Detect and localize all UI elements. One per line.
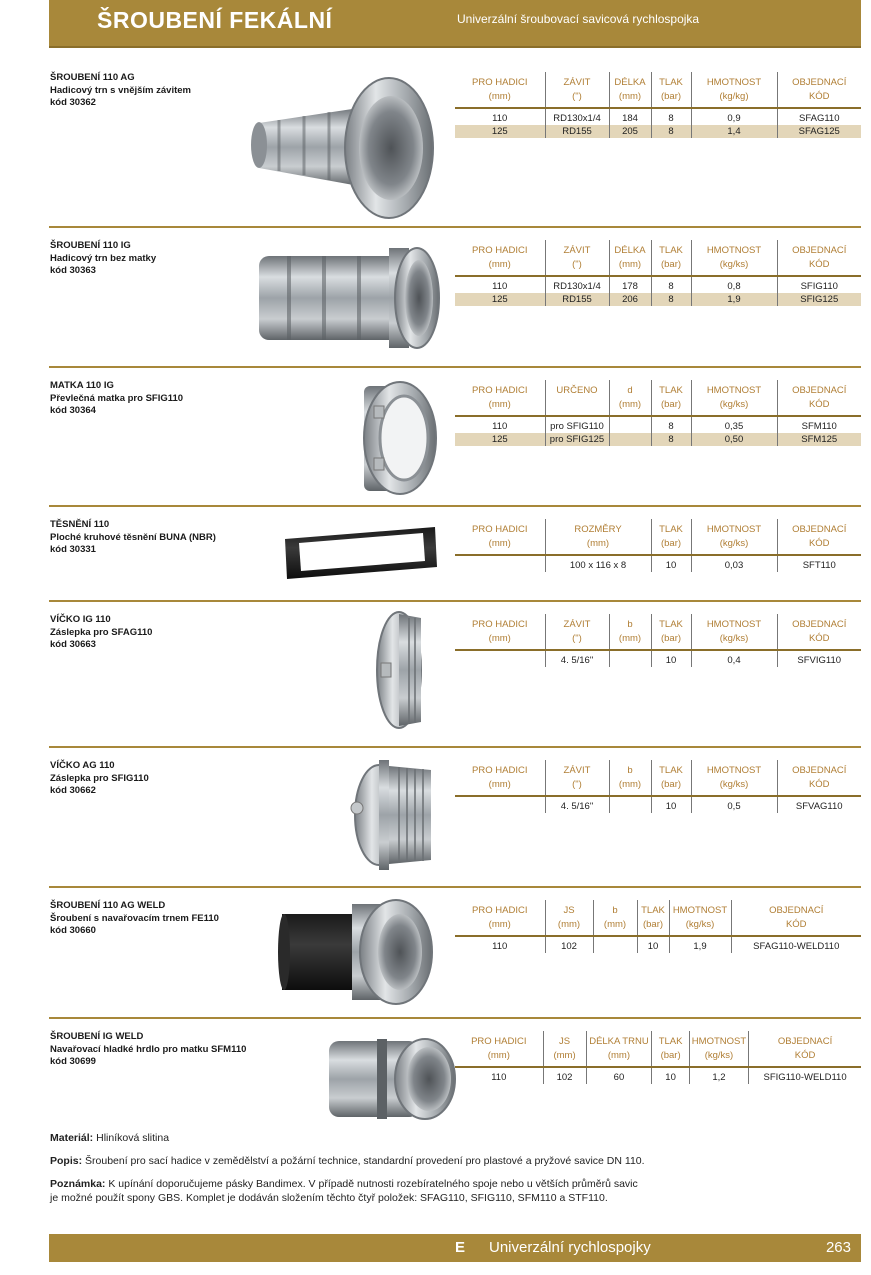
column-header-title: DÉLKA bbox=[614, 245, 646, 256]
column-header-unit: KÓD bbox=[808, 259, 830, 270]
table-cell: 10 bbox=[651, 555, 691, 572]
product-name: TĚSNĚNÍ 110 bbox=[50, 519, 110, 530]
column-header-unit: (kg/ks) bbox=[685, 919, 715, 930]
product-info bbox=[50, 614, 270, 652]
table-cell: 10 bbox=[651, 796, 691, 813]
table-cell: 60 bbox=[586, 1067, 652, 1084]
column-header-title: JS bbox=[558, 1036, 571, 1047]
product-desc: Navařovací hladké hrdlo pro matku SFM110 bbox=[50, 1043, 247, 1055]
column-header-title: PRO HADICI bbox=[472, 765, 528, 776]
column-header-title: HMOTNOST bbox=[706, 77, 762, 88]
table-cell: 110 bbox=[491, 1072, 507, 1083]
column-header-title: PRO HADICI bbox=[472, 524, 528, 535]
column-header-unit: (mm) bbox=[488, 91, 511, 102]
column-header bbox=[545, 900, 593, 936]
column-header bbox=[545, 72, 609, 108]
table-cell: 4. 5/16" bbox=[545, 650, 609, 667]
table-row bbox=[455, 293, 861, 306]
weld-neck-ig-image bbox=[317, 1029, 467, 1129]
product-desc: Záslepka pro SFAG110 bbox=[50, 626, 153, 638]
table-cell bbox=[609, 416, 651, 433]
column-header bbox=[586, 1031, 652, 1067]
product-desc: Hadicový trn s vnějším závitem bbox=[50, 84, 191, 96]
material-text: Hliníková slitina bbox=[96, 1132, 170, 1144]
table-cell: 102 bbox=[543, 1067, 586, 1084]
column-header-title: URČENO bbox=[556, 385, 598, 396]
column-header-unit: (mm) bbox=[607, 1050, 631, 1061]
column-header-unit: KÓD bbox=[808, 779, 830, 790]
table-cell: 0,8 bbox=[691, 276, 777, 293]
column-header-unit: (bar) bbox=[642, 919, 664, 930]
poznamka-text-1: K upínání doporučujeme pásky Bandimex. V případě nutnosti rozebíratelného spoje nebo u větších průměrů savic bbox=[108, 1178, 638, 1190]
table-row bbox=[455, 936, 861, 953]
column-header-title: JS bbox=[563, 905, 575, 916]
column-header-unit: (mm) bbox=[618, 259, 642, 270]
table-cell: 8 bbox=[651, 433, 691, 446]
spec-table bbox=[455, 380, 861, 446]
product-desc: Ploché kruhové těsnění BUNA (NBR) bbox=[50, 531, 216, 543]
column-header-unit bbox=[576, 399, 579, 410]
weld-stem-ag-image bbox=[274, 896, 444, 1008]
popis-text: Šroubení pro sací hadice v zemědělství a požární technice, standardní provedení pro plastové a pryžové savice DN 110. bbox=[85, 1155, 645, 1167]
column-header bbox=[637, 900, 669, 936]
product-info bbox=[50, 760, 270, 798]
column-header-title: d bbox=[627, 385, 633, 396]
section-divider bbox=[49, 1017, 861, 1019]
product-info bbox=[50, 900, 270, 938]
product-desc: Převlečná matka pro SFIG110 bbox=[50, 392, 184, 404]
section-letter: E bbox=[455, 1239, 466, 1256]
column-header-title: HMOTNOST bbox=[672, 905, 728, 916]
page-header bbox=[49, 0, 861, 48]
product-info bbox=[50, 1031, 270, 1069]
column-header-title: ZÁVIT bbox=[563, 765, 591, 776]
column-header bbox=[609, 614, 651, 650]
spec-table bbox=[455, 760, 861, 813]
table-cell: 4. 5/16" bbox=[545, 796, 609, 813]
column-header-unit: (bar) bbox=[660, 1050, 681, 1061]
column-header-title: HMOTNOST bbox=[706, 619, 762, 630]
material-note bbox=[50, 1131, 169, 1145]
column-header-unit: (mm) bbox=[488, 259, 511, 270]
description-note bbox=[50, 1154, 645, 1168]
table-row bbox=[455, 276, 861, 293]
poznamka-text-2: je možné použít spony GBS. Komplet je dodáván složením těchto čtyř položek: SFAG110, SFIG110, SFM110 a STF110. bbox=[50, 1192, 608, 1204]
column-header-unit: (") bbox=[572, 633, 582, 644]
column-header bbox=[689, 1031, 748, 1067]
table-cell: 110 bbox=[492, 281, 508, 292]
section-divider bbox=[49, 600, 861, 602]
column-header bbox=[455, 614, 545, 650]
table-cell: 110 bbox=[492, 941, 508, 952]
table-cell: 110 bbox=[492, 113, 508, 124]
product-code: kód 30699 bbox=[50, 1056, 96, 1067]
column-header-title: OBJEDNACÍ bbox=[792, 619, 847, 630]
product-code: kód 30662 bbox=[50, 785, 96, 796]
table-cell: SFAG110 bbox=[777, 108, 861, 125]
spec-table bbox=[455, 1031, 861, 1084]
popis-label: Popis: bbox=[50, 1155, 83, 1167]
column-header-title: b bbox=[627, 619, 633, 630]
section-title: Univerzální rychlospojky bbox=[489, 1239, 651, 1256]
column-header-title: TLAK bbox=[659, 524, 683, 535]
table-cell: 205 bbox=[609, 125, 651, 138]
column-header-unit: (mm) bbox=[553, 1050, 576, 1061]
column-header bbox=[455, 380, 545, 416]
spec-table bbox=[455, 240, 861, 306]
column-header-unit: (mm) bbox=[487, 1050, 510, 1061]
poznamka-label: Poznámka: bbox=[50, 1178, 106, 1190]
product-info bbox=[50, 240, 270, 278]
product-info bbox=[50, 380, 270, 418]
table-cell: SFM110 bbox=[777, 416, 861, 433]
section-divider bbox=[49, 746, 861, 748]
hose-coupling-ag-image bbox=[249, 68, 439, 220]
page-subtitle: Univerzální šroubovací savicová rychlospojka bbox=[457, 12, 700, 26]
column-header bbox=[455, 760, 545, 796]
table-cell: 125 bbox=[455, 125, 545, 138]
table-cell: 0,50 bbox=[691, 433, 777, 446]
column-header bbox=[455, 72, 545, 108]
table-cell bbox=[593, 936, 637, 953]
column-header-title: TLAK bbox=[659, 619, 683, 630]
column-header bbox=[651, 519, 691, 555]
column-header-unit: (mm) bbox=[603, 919, 627, 930]
table-cell: 8 bbox=[651, 108, 691, 125]
column-header-title: HMOTNOST bbox=[706, 245, 762, 256]
table-cell: 184 bbox=[609, 108, 651, 125]
column-header-unit: (mm) bbox=[488, 399, 511, 410]
column-header-title: ROZMĚRY bbox=[574, 524, 622, 535]
column-header bbox=[455, 240, 545, 276]
table-cell: RD155 bbox=[545, 125, 609, 138]
column-header-unit: (") bbox=[572, 779, 582, 790]
table-row bbox=[455, 416, 861, 433]
column-header-title: HMOTNOST bbox=[706, 524, 762, 535]
column-header-title: OBJEDNACÍ bbox=[792, 765, 847, 776]
spec-table bbox=[455, 900, 861, 953]
column-header-title: TLAK bbox=[659, 765, 683, 776]
column-header-title: HMOTNOST bbox=[691, 1036, 747, 1047]
table-cell bbox=[609, 796, 651, 813]
column-header bbox=[545, 760, 609, 796]
table-cell: RD130x1/4 bbox=[545, 276, 609, 293]
column-header-title: TLAK bbox=[641, 905, 665, 916]
spec-table bbox=[455, 519, 861, 572]
gasket-image bbox=[277, 521, 447, 585]
column-header bbox=[545, 380, 609, 416]
column-header-unit: (") bbox=[572, 259, 582, 270]
column-header-unit: (mm) bbox=[488, 919, 511, 930]
column-header bbox=[669, 900, 731, 936]
section-divider bbox=[49, 505, 861, 507]
section-divider bbox=[49, 226, 861, 228]
table-cell: 8 bbox=[651, 276, 691, 293]
table-cell: 1,9 bbox=[691, 293, 777, 306]
column-header bbox=[777, 240, 861, 276]
column-header-title: OBJEDNACÍ bbox=[769, 905, 824, 916]
table-cell bbox=[455, 650, 545, 667]
product-name: ŠROUBENÍ 110 AG bbox=[50, 72, 135, 83]
column-header-unit: (bar) bbox=[660, 399, 682, 410]
column-header bbox=[749, 1031, 861, 1067]
table-row bbox=[455, 1067, 861, 1084]
column-header bbox=[651, 760, 691, 796]
table-cell: SFM125 bbox=[777, 433, 861, 446]
column-header bbox=[777, 614, 861, 650]
column-header bbox=[777, 72, 861, 108]
remark-note bbox=[50, 1177, 638, 1205]
column-header-title: OBJEDNACÍ bbox=[792, 77, 847, 88]
column-header-title: DÉLKA bbox=[614, 77, 646, 88]
column-header bbox=[545, 519, 651, 555]
column-header bbox=[651, 614, 691, 650]
column-header-title: PRO HADICI bbox=[472, 385, 528, 396]
column-header bbox=[455, 1031, 543, 1067]
column-header-unit: (kg/ks) bbox=[719, 538, 749, 549]
column-header-title: TLAK bbox=[659, 245, 683, 256]
column-header-title: TLAK bbox=[659, 385, 683, 396]
table-cell: pro SFIG125 bbox=[545, 433, 609, 446]
column-header-unit: (mm) bbox=[618, 399, 642, 410]
table-cell: SFVIG110 bbox=[777, 650, 861, 667]
column-header bbox=[652, 1031, 689, 1067]
table-cell: 0,03 bbox=[691, 555, 777, 572]
column-header bbox=[691, 760, 777, 796]
column-header-title: OBJEDNACÍ bbox=[792, 524, 847, 535]
column-header-title: DÉLKA TRNU bbox=[589, 1036, 649, 1047]
table-cell: SFT110 bbox=[777, 555, 861, 572]
product-desc: Šroubení s navařovacím trnem FE110 bbox=[50, 912, 219, 924]
table-cell bbox=[609, 433, 651, 446]
spec-table bbox=[455, 614, 861, 667]
table-cell: SFAG125 bbox=[777, 125, 861, 138]
column-header bbox=[691, 72, 777, 108]
table-cell: 100 x 116 x 8 bbox=[545, 555, 651, 572]
column-header-unit: (bar) bbox=[660, 91, 682, 102]
table-row bbox=[455, 796, 861, 813]
table-row bbox=[455, 650, 861, 667]
column-header bbox=[651, 72, 691, 108]
table-cell: 10 bbox=[652, 1067, 689, 1084]
column-header bbox=[691, 519, 777, 555]
column-header-unit: (bar) bbox=[660, 259, 682, 270]
table-cell bbox=[455, 555, 545, 572]
column-header bbox=[609, 72, 651, 108]
column-header bbox=[609, 380, 651, 416]
product-desc: Záslepka pro SFIG110 bbox=[50, 772, 149, 784]
table-cell: 0,4 bbox=[691, 650, 777, 667]
column-header-unit: (") bbox=[572, 91, 582, 102]
column-header bbox=[455, 519, 545, 555]
product-info bbox=[50, 519, 270, 557]
column-header-unit: (mm) bbox=[488, 633, 511, 644]
product-code: kód 30331 bbox=[50, 544, 96, 555]
column-header bbox=[691, 614, 777, 650]
union-nut-image bbox=[344, 376, 444, 501]
table-row bbox=[455, 433, 861, 446]
table-row bbox=[455, 125, 861, 138]
column-header-unit: (mm) bbox=[488, 538, 511, 549]
column-header-unit: (kg/kg) bbox=[719, 91, 749, 102]
column-header-title: b bbox=[612, 905, 618, 916]
column-header bbox=[545, 240, 609, 276]
table-cell: SFIG110-WELD110 bbox=[749, 1067, 861, 1084]
table-cell: 8 bbox=[651, 293, 691, 306]
table-cell: 0,35 bbox=[691, 416, 777, 433]
column-header-unit: KÓD bbox=[785, 919, 807, 930]
column-header-unit: KÓD bbox=[808, 538, 830, 549]
column-header-unit: KÓD bbox=[808, 633, 830, 644]
column-header bbox=[777, 760, 861, 796]
column-header-unit: (kg/ks) bbox=[719, 259, 749, 270]
column-header-unit: (mm) bbox=[618, 91, 642, 102]
table-cell: 178 bbox=[609, 276, 651, 293]
column-header bbox=[543, 1031, 586, 1067]
column-header-title: TLAK bbox=[658, 1036, 683, 1047]
table-cell: SFIG125 bbox=[777, 293, 861, 306]
product-code: kód 30364 bbox=[50, 405, 96, 416]
column-header-title: PRO HADICI bbox=[472, 905, 528, 916]
column-header bbox=[691, 240, 777, 276]
column-header-unit: (kg/ks) bbox=[719, 399, 749, 410]
column-header bbox=[609, 240, 651, 276]
column-header-unit: (bar) bbox=[660, 538, 682, 549]
product-code: kód 30363 bbox=[50, 265, 96, 276]
table-cell: 10 bbox=[651, 650, 691, 667]
table-cell: 1,9 bbox=[669, 936, 731, 953]
section-divider bbox=[49, 886, 861, 888]
table-cell: 102 bbox=[545, 936, 593, 953]
table-cell: 10 bbox=[637, 936, 669, 953]
column-header bbox=[651, 380, 691, 416]
page-number: 263 bbox=[825, 1239, 851, 1256]
column-header-unit: (mm) bbox=[618, 633, 642, 644]
table-cell: 8 bbox=[651, 416, 691, 433]
material-label: Materiál: bbox=[50, 1132, 94, 1144]
table-cell bbox=[609, 650, 651, 667]
column-header-unit: (mm) bbox=[586, 538, 610, 549]
table-cell: 1,2 bbox=[689, 1067, 748, 1084]
product-name: ŠROUBENÍ IG WELD bbox=[50, 1031, 144, 1042]
column-header-title: OBJEDNACÍ bbox=[792, 245, 847, 256]
hose-stem-ig-image bbox=[249, 238, 449, 358]
table-cell: 110 bbox=[492, 421, 508, 432]
column-header-title: ZÁVIT bbox=[563, 77, 591, 88]
page-title: ŠROUBENÍ FEKÁLNÍ bbox=[97, 7, 333, 33]
table-cell: 8 bbox=[651, 125, 691, 138]
product-name: VÍČKO AG 110 bbox=[50, 760, 115, 771]
column-header-title: PRO HADICI bbox=[472, 77, 528, 88]
table-cell: SFVAG110 bbox=[777, 796, 861, 813]
table-cell: SFAG110-WELD110 bbox=[731, 936, 861, 953]
product-info bbox=[50, 72, 270, 110]
column-header-unit: (bar) bbox=[660, 633, 682, 644]
table-cell: SFIG110 bbox=[777, 276, 861, 293]
table-cell: 0,9 bbox=[691, 108, 777, 125]
product-name: ŠROUBENÍ 110 IG bbox=[50, 240, 131, 251]
column-header-title: OBJEDNACÍ bbox=[792, 385, 847, 396]
spec-table bbox=[455, 72, 861, 138]
column-header bbox=[651, 240, 691, 276]
table-cell: 0,5 bbox=[691, 796, 777, 813]
product-code: kód 30663 bbox=[50, 639, 96, 650]
column-header-unit: (kg/ks) bbox=[704, 1050, 734, 1061]
column-header-unit: (mm) bbox=[488, 779, 511, 790]
table-cell: 125 bbox=[455, 433, 545, 446]
cap-ag-image bbox=[339, 750, 449, 880]
table-cell: RD155 bbox=[545, 293, 609, 306]
column-header bbox=[731, 900, 861, 936]
column-header bbox=[777, 380, 861, 416]
table-cell: RD130x1/4 bbox=[545, 108, 609, 125]
table-row bbox=[455, 108, 861, 125]
column-header-unit: KÓD bbox=[808, 91, 830, 102]
product-name: VÍČKO IG 110 bbox=[50, 614, 111, 625]
column-header-unit: (kg/ks) bbox=[719, 779, 749, 790]
table-cell: 206 bbox=[609, 293, 651, 306]
table-row bbox=[455, 555, 861, 572]
page-footer bbox=[49, 1234, 861, 1262]
product-name: MATKA 110 IG bbox=[50, 380, 114, 391]
column-header-unit: (mm) bbox=[618, 779, 642, 790]
column-header-title: PRO HADICI bbox=[472, 245, 528, 256]
column-header-unit: (kg/ks) bbox=[719, 633, 749, 644]
column-header bbox=[455, 900, 545, 936]
product-code: kód 30660 bbox=[50, 925, 96, 936]
table-cell: pro SFIG110 bbox=[545, 416, 609, 433]
column-header-title: b bbox=[627, 765, 633, 776]
column-header bbox=[691, 380, 777, 416]
column-header-unit: KÓD bbox=[794, 1050, 816, 1061]
column-header-title: PRO HADICI bbox=[472, 619, 528, 630]
column-header-title: ZÁVIT bbox=[563, 619, 591, 630]
cap-ig-image bbox=[369, 608, 449, 733]
column-header bbox=[777, 519, 861, 555]
product-desc: Hadicový trn bez matky bbox=[50, 252, 157, 264]
column-header-unit: KÓD bbox=[808, 399, 830, 410]
column-header-unit: (bar) bbox=[660, 779, 682, 790]
column-header-title: OBJEDNACÍ bbox=[777, 1036, 833, 1047]
column-header-title: HMOTNOST bbox=[706, 765, 762, 776]
column-header bbox=[609, 760, 651, 796]
table-cell bbox=[455, 796, 545, 813]
column-header bbox=[593, 900, 637, 936]
column-header-title: TLAK bbox=[659, 77, 683, 88]
table-cell: 125 bbox=[455, 293, 545, 306]
product-name: ŠROUBENÍ 110 AG WELD bbox=[50, 900, 166, 911]
column-header-title: HMOTNOST bbox=[706, 385, 762, 396]
column-header-title: ZÁVIT bbox=[563, 245, 591, 256]
column-header-unit: (mm) bbox=[557, 919, 581, 930]
column-header bbox=[545, 614, 609, 650]
column-header-title: PRO HADICI bbox=[471, 1036, 527, 1047]
section-divider bbox=[49, 366, 861, 368]
table-cell: 1,4 bbox=[691, 125, 777, 138]
product-code: kód 30362 bbox=[50, 97, 96, 108]
